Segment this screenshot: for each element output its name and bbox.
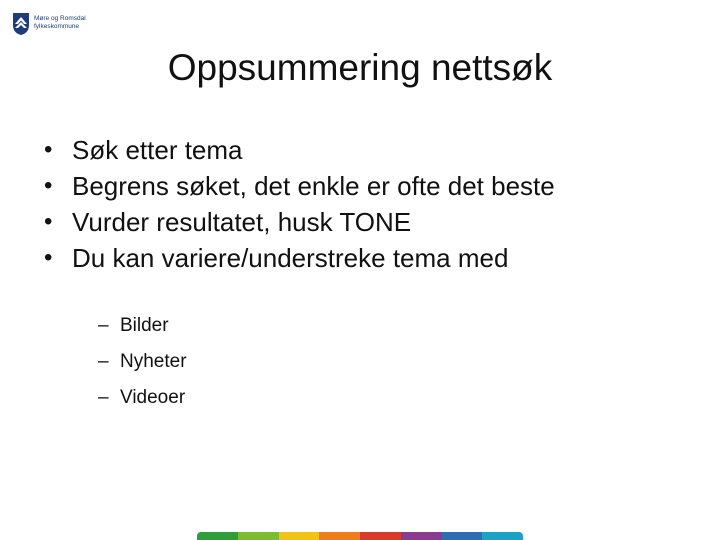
logo-text-line-2: fylkeskommune — [34, 23, 80, 30]
bullet-marker: • — [44, 172, 53, 199]
logo-text-line-1: Møre og Romsdal — [34, 15, 86, 22]
bullet-marker: • — [44, 136, 53, 163]
bullet-text: Søk etter tema — [72, 135, 243, 165]
bullet-text: Begrens søket, det enkle er ofte det beste — [72, 171, 555, 201]
sub-bullet-text: Bilder — [120, 315, 169, 336]
sub-bullet-text: Videoer — [120, 387, 186, 408]
band-segment — [401, 532, 442, 540]
bullet-text: Vurder resultatet, husk TONE — [72, 207, 412, 237]
sub-bullet-marker: – — [98, 315, 109, 336]
bullet-marker: • — [44, 244, 53, 271]
band-segment — [238, 532, 279, 540]
bullet-text: Du kan variere/understreke tema med — [72, 243, 509, 273]
band-segment — [360, 532, 401, 540]
band-segment — [482, 532, 523, 540]
band-segment — [319, 532, 360, 540]
sub-bullet-marker: – — [98, 351, 109, 372]
band-segment — [279, 532, 320, 540]
logo — [12, 12, 102, 38]
sub-bullet-text: Nyheter — [120, 351, 187, 372]
sub-bullet-marker: – — [98, 387, 109, 408]
band-segment — [442, 532, 483, 540]
slide-title: Oppsummering nettsøk — [167, 47, 553, 88]
band-segment — [197, 532, 238, 540]
coat-of-arms-icon — [12, 12, 30, 36]
bullet-marker: • — [44, 208, 53, 235]
footer-color-band — [197, 532, 523, 540]
